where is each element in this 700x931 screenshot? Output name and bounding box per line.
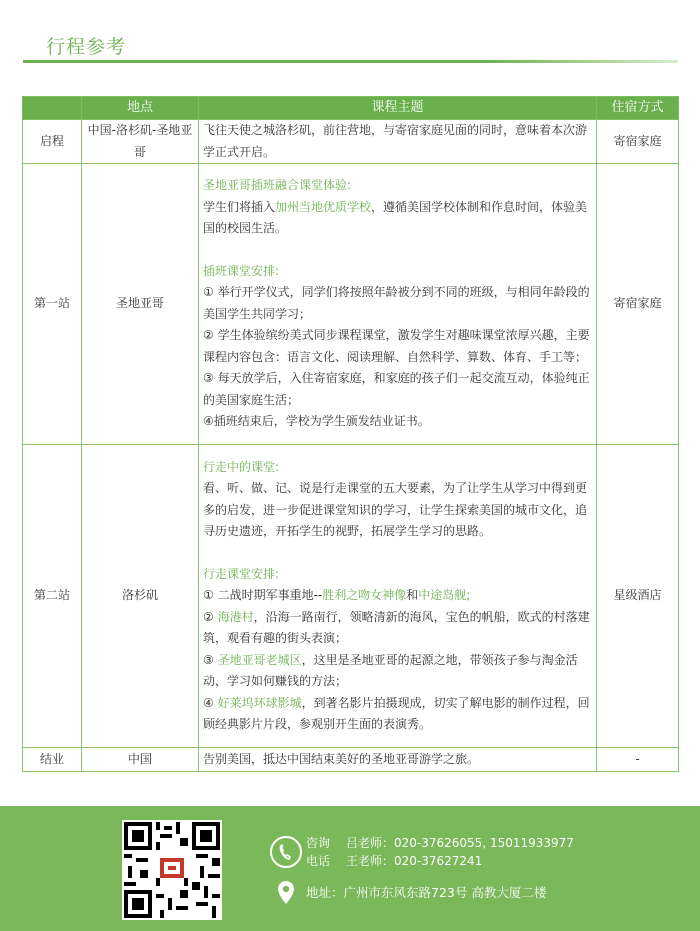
location-pin-icon (276, 880, 296, 910)
teacher-2-contact: 王老师：020-37627241 (346, 854, 483, 868)
place-cell: 中国-洛杉矶-圣地亚哥 (82, 120, 199, 164)
list-item (203, 607, 592, 650)
stage-cell: 启程 (23, 120, 82, 164)
header-divider (23, 60, 678, 63)
consult-label: 咨询 (306, 836, 331, 850)
column-header-place: 地点 (82, 97, 199, 120)
text: ② (203, 609, 218, 624)
lodging-cell: 寄宿家庭 (597, 120, 679, 164)
lodging-cell: - (597, 748, 679, 772)
list-item (203, 693, 592, 736)
place-cell: 中国 (82, 748, 199, 772)
place-cell: 圣地亚哥 (82, 164, 199, 445)
table-row (23, 748, 679, 772)
table-row (23, 445, 679, 748)
theme-paragraph (203, 197, 592, 240)
table-row (23, 120, 679, 164)
theme-paragraph: 看、听、做、记、说是行走课堂的五大要素，为了让学生从学习中得到更多的启发，进一步促进课堂知识的学习，让学生探索美国的城市文化，追寻历史遗迹，开拓学生的视野，拓展学生学习的思路。 (203, 481, 588, 538)
stage-cell: 第一站 (23, 164, 82, 445)
highlight-text: 加州当地优质学校 (275, 199, 372, 214)
text: 和 (406, 588, 419, 602)
page-title: 行程参考 (46, 36, 127, 58)
theme-cell: 告别美国，抵达中国结束美好的圣地亚哥游学之旅。 (199, 748, 597, 772)
highlight-text: 海港村 (217, 609, 254, 624)
phone-icon (270, 836, 302, 868)
highlight-text: 胜利之吻女神像 (322, 588, 407, 602)
text: ① 二战时期军事重地-- (203, 588, 323, 602)
itinerary-table (22, 96, 679, 772)
list-item: ① 举行开学仪式，同学们将按照年龄被分到不同的班级，与相同年龄段的美国学生共同学习； (203, 285, 590, 321)
place-cell: 洛杉矶 (82, 445, 199, 748)
highlight-text: 圣地亚哥老城区 (217, 652, 302, 667)
section-heading: 圣地亚哥插班融合课堂体验: (203, 178, 352, 193)
section-heading: 行走课堂安排: (203, 566, 280, 581)
text: ，沿海一路南行，领略清新的海风，宝色的帆船，欧式的村落建筑，观看有趣的街头表演； (203, 609, 590, 645)
theme-cell (199, 164, 597, 445)
table-header-row (23, 97, 679, 120)
page-header (0, 0, 700, 70)
list-item: ④插班结束后，学校为学生颁发结业证书。 (203, 414, 430, 429)
list-item: ③ 每天放学后，入住寄宿家庭，和家庭的孩子们一起交流互动，体验纯正的美国家庭生活； (203, 371, 590, 407)
stage-cell: 第二站 (23, 445, 82, 748)
column-header-stage (23, 97, 82, 120)
contact-footer (0, 806, 700, 931)
section-heading: 行走中的课堂: (203, 459, 280, 474)
spacer (203, 543, 592, 564)
column-header-lodging: 住宿方式 (597, 97, 679, 120)
table-row (23, 164, 679, 445)
theme-cell (199, 445, 597, 748)
highlight-text: 中途岛舰 (418, 588, 467, 602)
text: ④ (203, 695, 218, 710)
text: 学生们将插入 (203, 199, 276, 214)
highlight-text: 好莱坞环球影城 (217, 695, 302, 710)
qr-code (122, 820, 222, 920)
stage-cell: 结业 (23, 748, 82, 772)
lodging-cell: 寄宿家庭 (597, 164, 679, 445)
text: ; (466, 588, 471, 602)
text: ，遵循美国学校体制和作息时间，体验美国的校园生活。 (203, 199, 588, 236)
lodging-cell: 星级酒店 (597, 445, 679, 748)
phone-label: 电话 (306, 854, 331, 868)
teacher-1-contact: 吕老师：020-37626055, 15011933977 (346, 836, 574, 850)
text: ，到著名影片拍摄现成，切实了解电影的制作过程，回顾经典影片片段，参观别开生面的表演秀。 (203, 695, 590, 731)
text: ③ (203, 652, 218, 667)
list-item: ② 学生体验缤纷美式同步课程课堂，激发学生对趣味课堂浓厚兴趣，主要课程内容包含：语言文化、阅读理解、自然科学、算数、体育、手工等； (203, 328, 590, 364)
spacer (203, 240, 592, 261)
theme-cell: 飞往天使之城洛杉矶，前往营地，与寄宿家庭见面的同时，意味着本次游学正式开启。 (199, 120, 597, 164)
text: ，这里是圣地亚哥的起源之地，带领孩子参与淘金活动，学习如何赚钱的方法； (203, 652, 578, 688)
list-item (203, 585, 592, 607)
address-text: 地址：广州市东风东路723号 高教大厦二楼 (306, 885, 547, 900)
list-item (203, 650, 592, 693)
column-header-theme: 课程主题 (199, 97, 597, 120)
section-heading: 插班课堂安排: (203, 263, 280, 278)
